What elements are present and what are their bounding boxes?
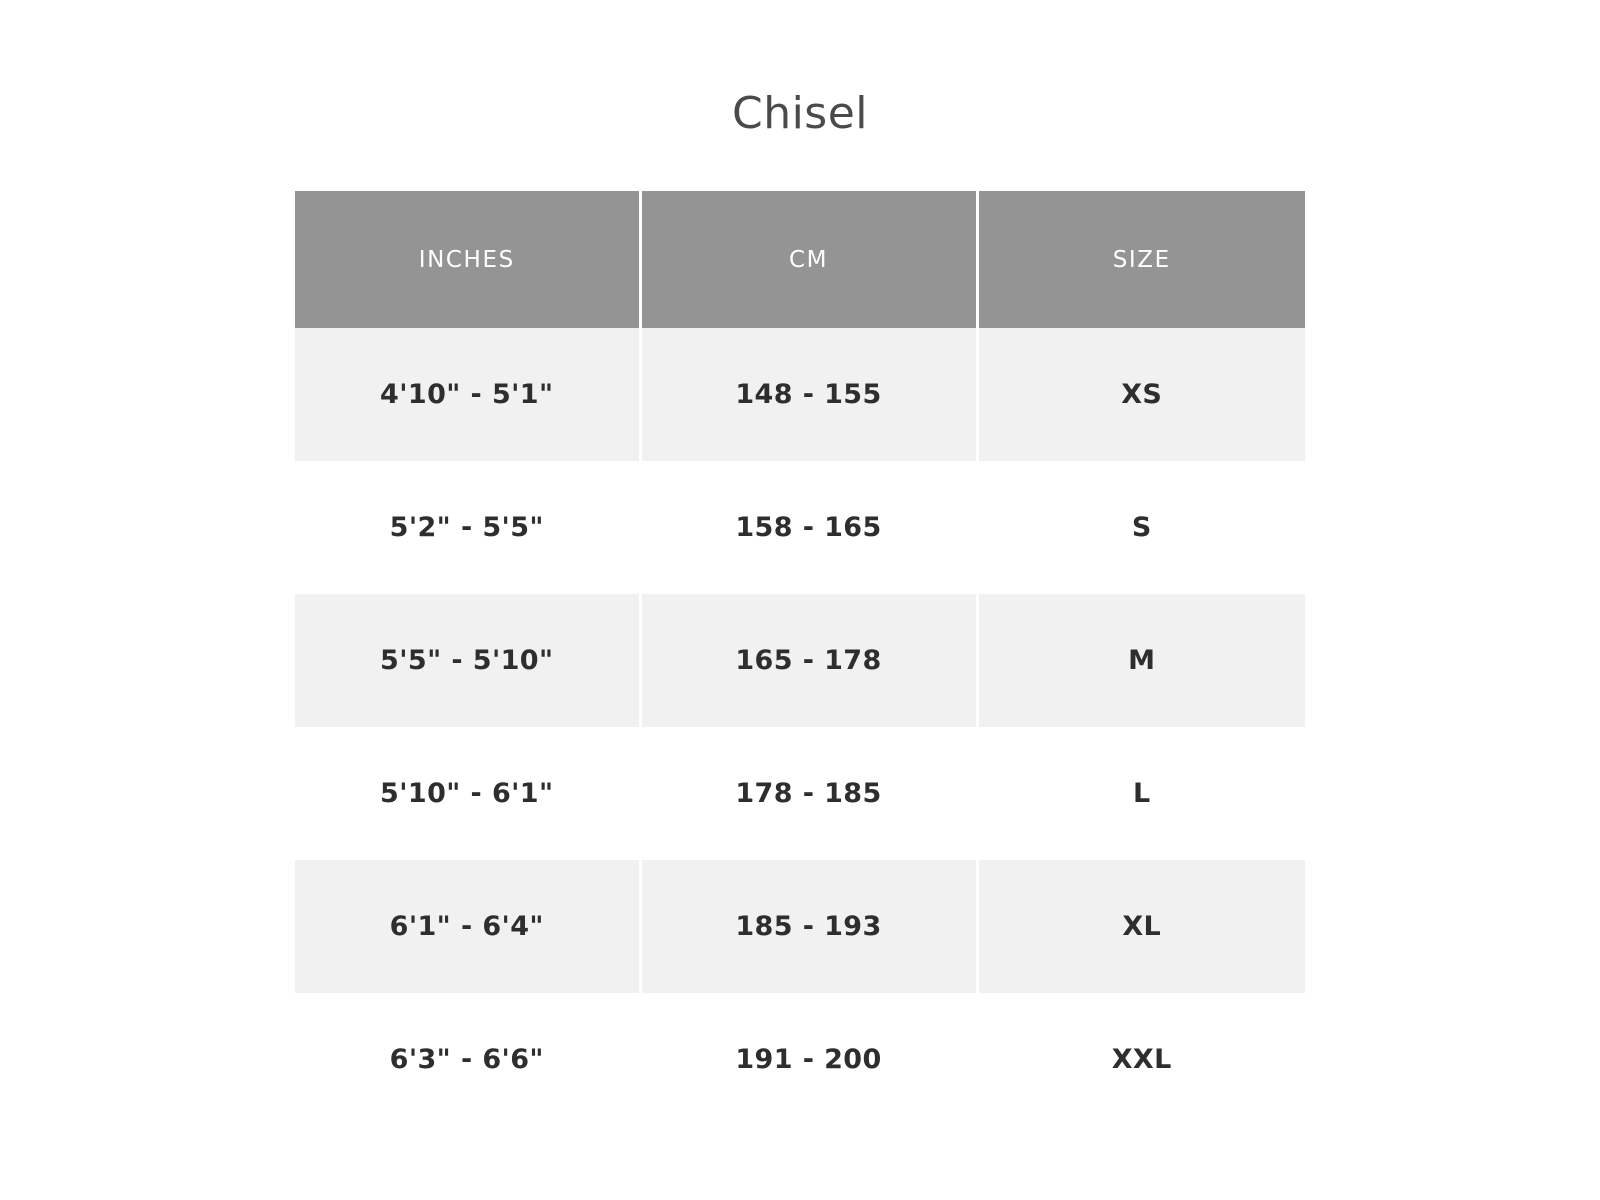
cell-inches: 5'10" - 6'1": [295, 727, 640, 860]
table-header: [295, 191, 1305, 328]
cell-inches: 6'1" - 6'4": [295, 860, 640, 993]
page-title: Chisel: [731, 88, 869, 139]
column-header-size: SIZE: [977, 191, 1305, 328]
column-header-inches: INCHES: [295, 191, 640, 328]
cell-size: S: [977, 461, 1305, 594]
cell-size: XS: [977, 328, 1305, 461]
cell-size: XL: [977, 860, 1305, 993]
cell-inches: 4'10" - 5'1": [295, 328, 640, 461]
size-chart-table: [295, 191, 1305, 1126]
table-row: [295, 328, 1305, 461]
table-row: [295, 993, 1305, 1126]
cell-cm: 178 - 185: [640, 727, 977, 860]
cell-size: XXL: [977, 993, 1305, 1126]
table-row: [295, 461, 1305, 594]
size-chart-container: [295, 191, 1305, 1126]
cell-size: M: [977, 594, 1305, 727]
table-body: [295, 328, 1305, 1126]
cell-inches: 6'3" - 6'6": [295, 993, 640, 1126]
table-row: [295, 594, 1305, 727]
column-header-cm: CM: [640, 191, 977, 328]
table-row: [295, 860, 1305, 993]
cell-cm: 165 - 178: [640, 594, 977, 727]
cell-cm: 158 - 165: [640, 461, 977, 594]
table-row: [295, 727, 1305, 860]
cell-cm: 148 - 155: [640, 328, 977, 461]
cell-cm: 185 - 193: [640, 860, 977, 993]
cell-inches: 5'2" - 5'5": [295, 461, 640, 594]
cell-cm: 191 - 200: [640, 993, 977, 1126]
table-header-row: [295, 191, 1305, 328]
cell-inches: 5'5" - 5'10": [295, 594, 640, 727]
cell-size: L: [977, 727, 1305, 860]
